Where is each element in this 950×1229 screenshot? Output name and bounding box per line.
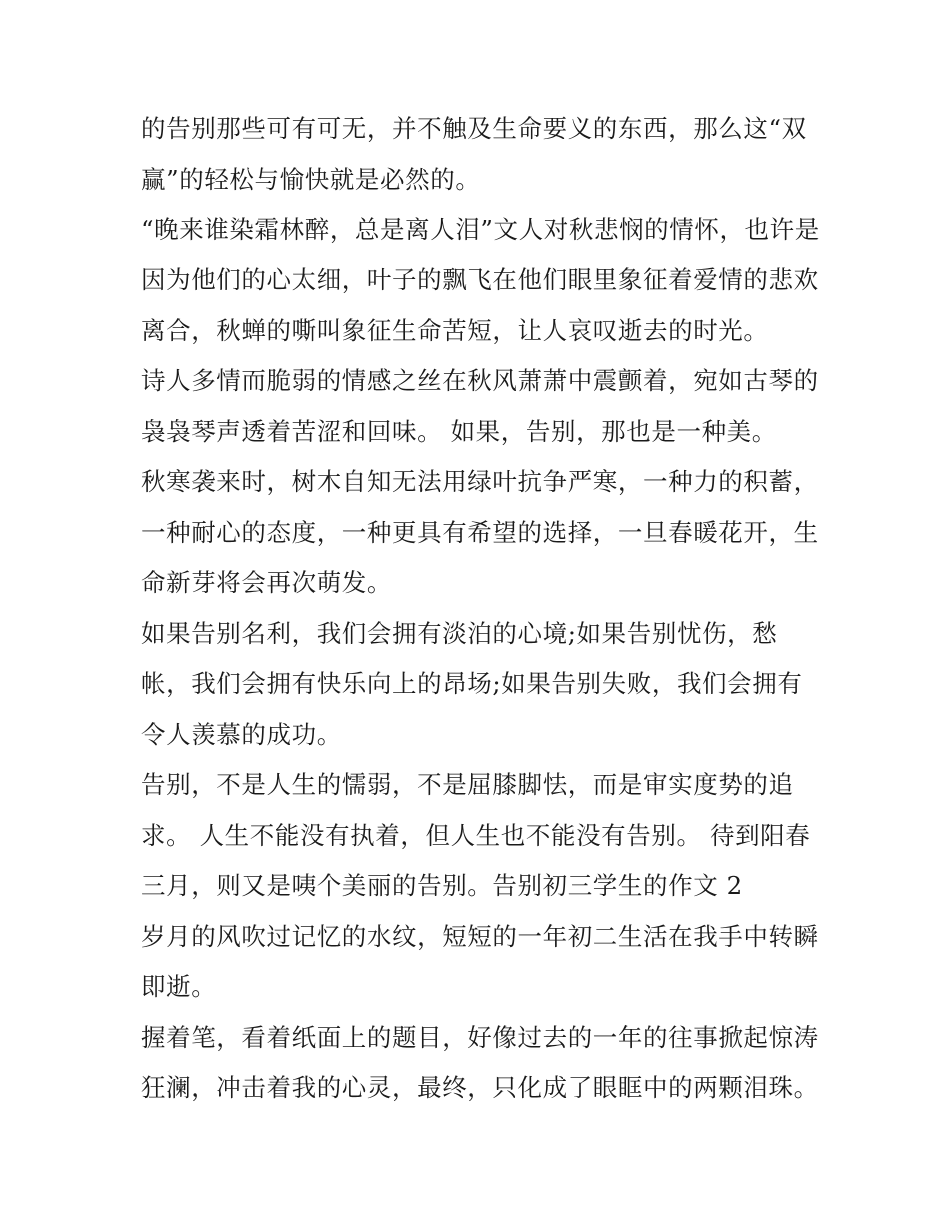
- text-line: 诗人多情而脆弱的情感之丝在秋风萧萧中震颤着，宛如古琴的: [141, 366, 819, 395]
- text-line: 狂澜，冲击着我的心灵，最终，只化成了眼眶中的两颗泪珠。: [141, 1073, 819, 1102]
- text-line: 三月，则又是咦个美丽的告别。告别初三学生的作文 2: [141, 871, 743, 900]
- text-line: 命新芽将会再次萌发。: [141, 568, 392, 597]
- text-line: 岁月的风吹过记忆的水纹，短短的一年初二生活在我手中转瞬: [141, 922, 819, 951]
- text-line: 秋寒袭来时，树木自知无法用绿叶抗争严寒，一种力的积蓄，: [141, 467, 819, 496]
- text-line: 赢”的轻松与愉快就是必然的。: [141, 165, 481, 194]
- text-line: 离合，秋蝉的嘶叫象征生命苦短，让人哀叹逝去的时光。: [141, 316, 769, 345]
- text-line: “晚来谁染霜林醉，总是离人泪”文人对秋悲悯的情怀，也许是: [141, 215, 820, 244]
- text-line: 求。 人生不能没有执着，但人生也不能没有告别。 待到阳春: [141, 821, 811, 850]
- text-line: 即逝。: [141, 972, 217, 1001]
- text-line: 如果告别名利，我们会拥有淡泊的心境;如果告别忧伤，愁: [141, 619, 778, 648]
- text-line: 因为他们的心太细，叶子的飘飞在他们眼里象征着爱情的悲欢: [141, 265, 819, 294]
- text-line: 一种耐心的态度，一种更具有希望的选择，一旦春暖花开，生: [141, 518, 819, 547]
- text-line: 握着笔，看着纸面上的题目，好像过去的一年的往事掀起惊涛: [141, 1023, 819, 1052]
- text-line: 袅袅琴声透着苦涩和回味。 如果，告别，那也是一种美。: [141, 417, 777, 446]
- text-line: 令人羡慕的成功。: [141, 720, 342, 749]
- text-line: 告别，不是人生的懦弱，不是屈膝脚怯，而是审实度势的追: [141, 770, 794, 799]
- text-line: 帐，我们会拥有快乐向上的昂场;如果告别失败，我们会拥有: [141, 669, 803, 698]
- text-line: 的告别那些可有可无，并不触及生命要义的东西，那么这“双: [141, 114, 807, 143]
